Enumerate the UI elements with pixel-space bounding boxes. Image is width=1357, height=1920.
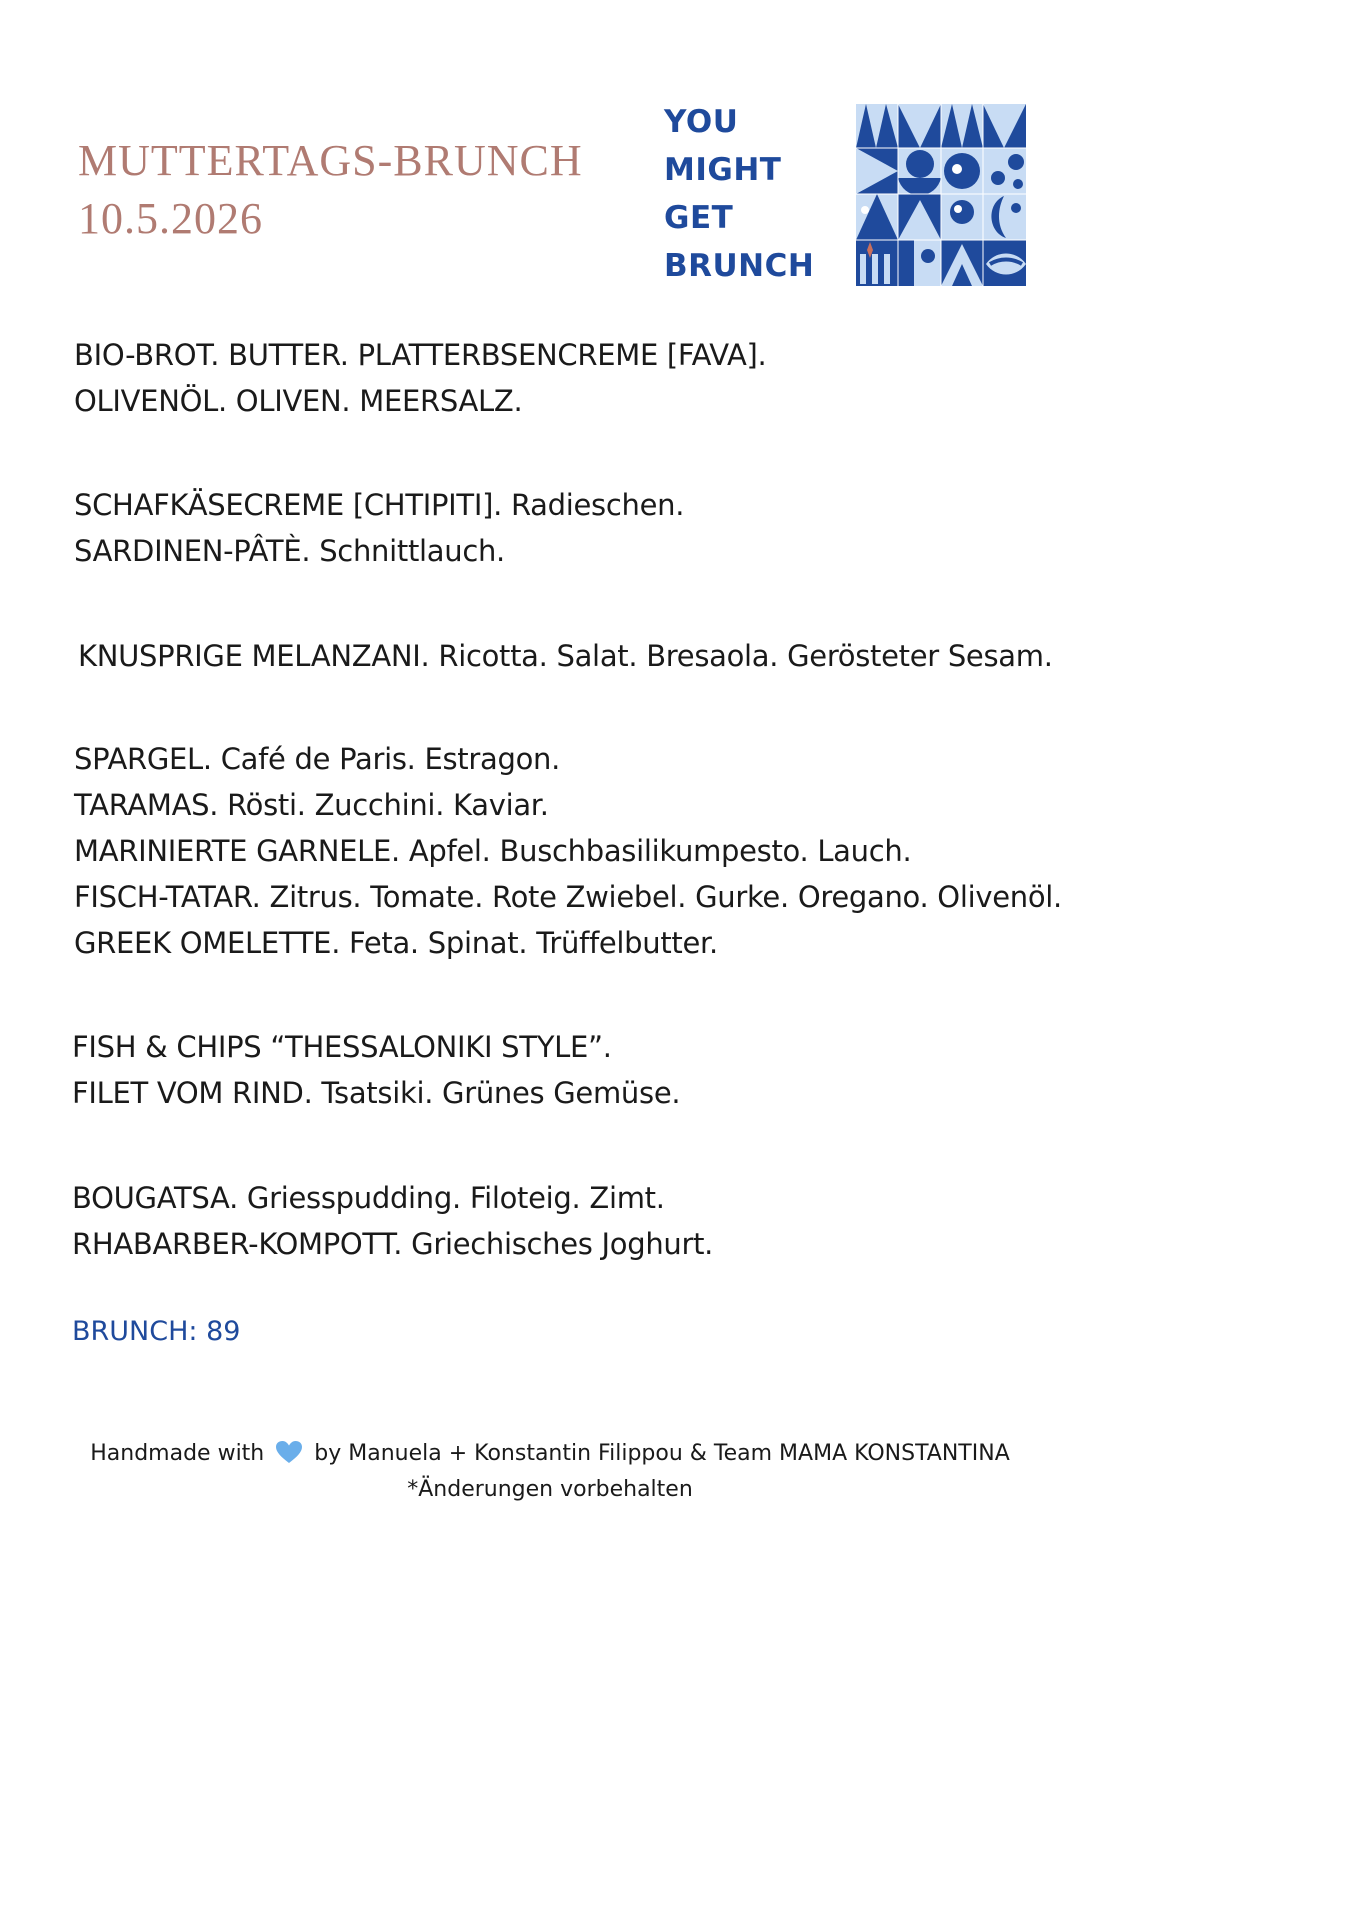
dish-name: TARAMAS.: [74, 788, 219, 822]
dish-name: SARDINEN-PÂTÈ.: [74, 534, 311, 568]
blue-heart-icon: [275, 1440, 303, 1464]
menu-line: [72, 1070, 1060, 1116]
menu-line: [74, 332, 1060, 378]
dish-description: Ricotta. Salat. Bresaola. Gerösteter Sesam.: [429, 639, 1053, 673]
menu-section-starters: [74, 332, 1060, 424]
dish-name: MARINIERTE GARNELE.: [74, 834, 400, 868]
menu-line: [74, 736, 1060, 782]
tagline-word: YOU: [664, 104, 739, 140]
menu-section-hearty: [72, 1024, 1060, 1116]
menu-line: [72, 1024, 1060, 1070]
dish-name: BIO-BROT. BUTTER. PLATTERBSENCREME [FAVA].: [74, 338, 767, 372]
dish-name: FISCH-TATAR.: [74, 880, 261, 914]
dish-name: GREEK OMELETTE.: [74, 926, 341, 960]
dish-name: FISH & CHIPS “THESSALONIKI STYLE”.: [72, 1030, 612, 1064]
menu-line: [78, 633, 1060, 679]
menu-line: [74, 828, 1060, 874]
dish-description: Griechisches Joghurt.: [402, 1227, 714, 1261]
dish-description: Apfel. Buschbasilikumpesto. Lauch.: [399, 834, 912, 868]
footer: [0, 1436, 1100, 1508]
dish-name: RHABARBER-KOMPOTT.: [72, 1227, 403, 1261]
footer-credits-end: by Manuela + Konstantin Filippou & Team MAMA KONSTANTINA: [314, 1441, 1010, 1466]
tagline-word: BRUNCH: [664, 248, 815, 284]
menu-line: [74, 528, 1060, 574]
dish-name: SPARGEL.: [74, 742, 212, 776]
menu-line: [74, 920, 1060, 966]
footer-credits: [0, 1436, 1100, 1472]
menu-section-spreads: [74, 482, 1060, 574]
dish-description: Rösti. Zucchini. Kaviar.: [218, 788, 549, 822]
tagline-word: GET: [664, 200, 734, 236]
event-name: MUTTERTAGS-BRUNCH: [78, 136, 583, 185]
menu-line: [74, 378, 1060, 424]
menu-line: [72, 1221, 1060, 1267]
event-date: 10.5.2026: [78, 194, 263, 243]
footer-note: *Änderungen vorbehalten: [407, 1477, 693, 1502]
tagline-word: MIGHT: [664, 152, 782, 188]
dish-description: Tsatsiki. Grünes Gemüse.: [312, 1076, 681, 1110]
menu-section-melanzani: [78, 633, 1060, 679]
menu-line: [72, 1175, 1060, 1221]
dish-name: OLIVENÖL. OLIVEN. MEERSALZ.: [74, 384, 523, 418]
dish-name: BOUGATSA.: [72, 1181, 239, 1215]
dish-name: SCHAFKÄSECREME [CHTIPITI].: [74, 488, 503, 522]
dish-name: FILET VOM RIND.: [72, 1076, 313, 1110]
dish-description: Feta. Spinat. Trüffelbutter.: [340, 926, 718, 960]
geometric-mosaic-logo-icon: [856, 104, 1026, 286]
menu-line: [74, 874, 1060, 920]
dish-description: Radieschen.: [502, 488, 685, 522]
dish-name: KNUSPRIGE MELANZANI.: [78, 639, 430, 673]
dish-description: Zitrus. Tomate. Rote Zwiebel. Gurke. Oregano. Olivenöl.: [260, 880, 1062, 914]
dish-description: Café de Paris. Estragon.: [211, 742, 561, 776]
menu-section-desserts: [72, 1175, 1060, 1267]
footer-credits-start: Handmade with: [90, 1441, 265, 1466]
menu-section-mains: [74, 736, 1060, 966]
dish-description: Schnittlauch.: [310, 534, 505, 568]
brunch-price: BRUNCH: 89: [72, 1316, 241, 1347]
dish-description: Griesspudding. Filoteig. Zimt.: [238, 1181, 665, 1215]
menu-line: [74, 782, 1060, 828]
menu-line: [74, 482, 1060, 528]
brand-tagline: [664, 98, 814, 290]
event-title: [78, 132, 583, 248]
